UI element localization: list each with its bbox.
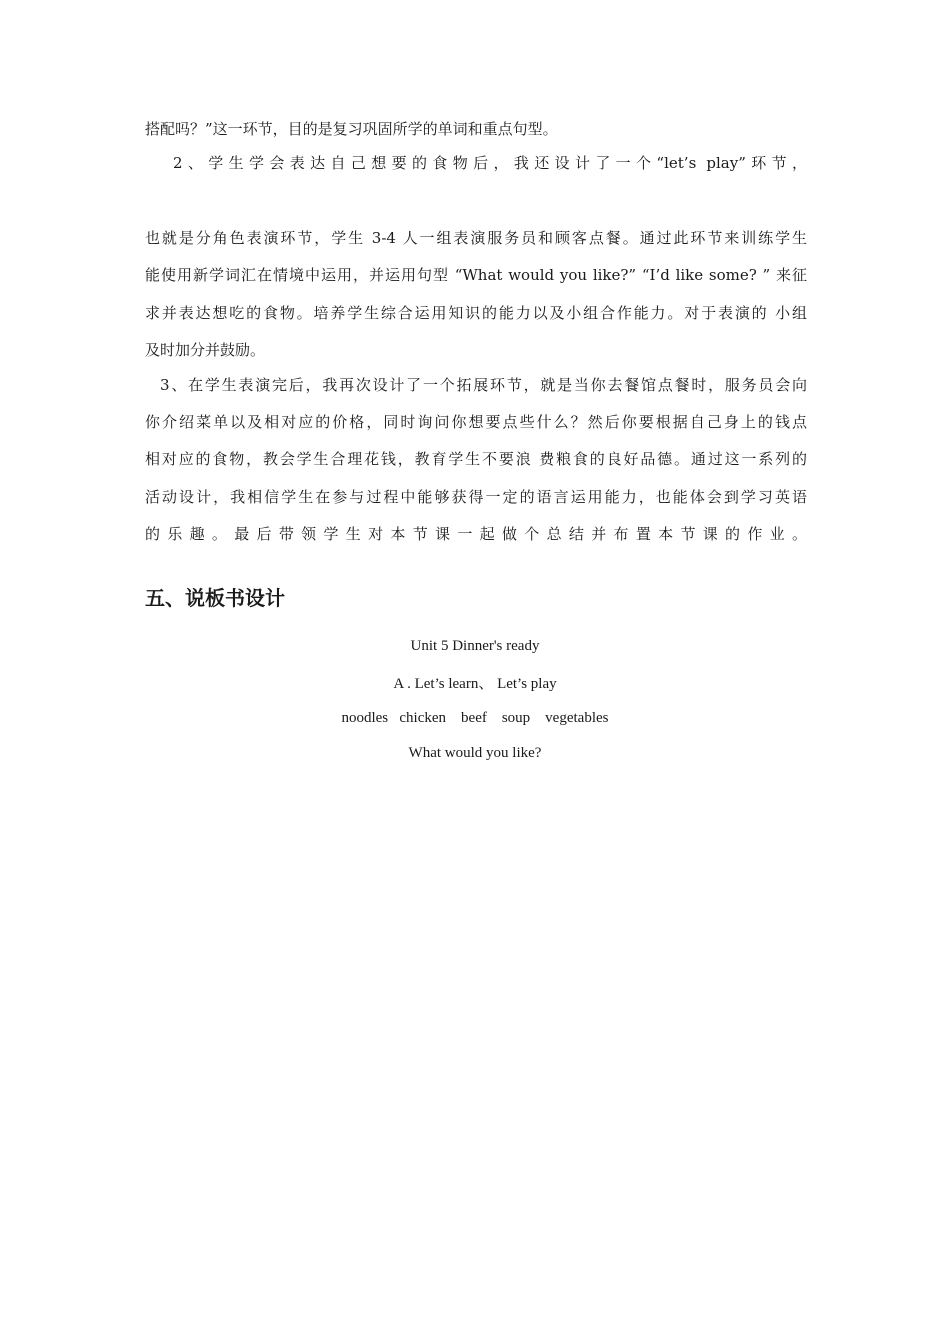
paragraph-2-line-4: 求并表达想吃的食物。培养学生综合运用知识的能力以及小组合作能力。对于表演的 小组 [145,304,807,322]
paragraph-1-line-1: 搭配吗？”这一环节，目的是复习巩固所学的单词和重点句型。 [145,120,558,138]
paragraph-3-line-4: 活动设计，我相信学生在参与过程中能够获得一定的语言运用能力，也能体会到学习英语 [145,488,807,506]
paragraph-3-line-5: 的乐趣。最后带领学生对本节课一起做个总结并布置本节课的作业。 [145,525,807,543]
paragraph-3-line-1: 3、在学生表演完后，我再次设计了一个拓展环节，就是当你去餐馆点餐时，服务员会向 [160,376,807,394]
board-words: noodles chicken beef soup vegetables [341,710,609,726]
paragraph-3-line-3: 相对应的食物，教会学生合理花钱，教育学生不要浪 费粮食的良好品德。通过这一系列的 [145,450,807,468]
board-question: What would you like? [408,745,542,761]
paragraph-2-line-2: 也就是分角色表演环节，学生 3-4 人一组表演服务员和顾客点餐。通过此环节来训练学生 [145,229,807,247]
paragraph-2-line-5: 及时加分并鼓励。 [145,341,266,359]
board-unit-title: Unit 5 Dinner's ready [410,638,540,654]
paragraph-2-line-3: 能使用新学词汇在情境中运用，并运用句型 “What would you like?” “I’d like some? ” 来征 [145,266,807,284]
paragraph-2-line-1: 2、学生学会表达自己想要的食物后，我还设计了一个“let’s play”环节， [173,154,807,172]
section-5-heading: 五、说板书设计 [145,586,285,610]
paragraph-3-line-2: 你介绍菜单以及相对应的价格，同时询问你想要点些什么？然后你要根据自己身上的钱点 [145,413,807,431]
board-part: A . Let’s learn、 Let’s play [393,676,557,692]
